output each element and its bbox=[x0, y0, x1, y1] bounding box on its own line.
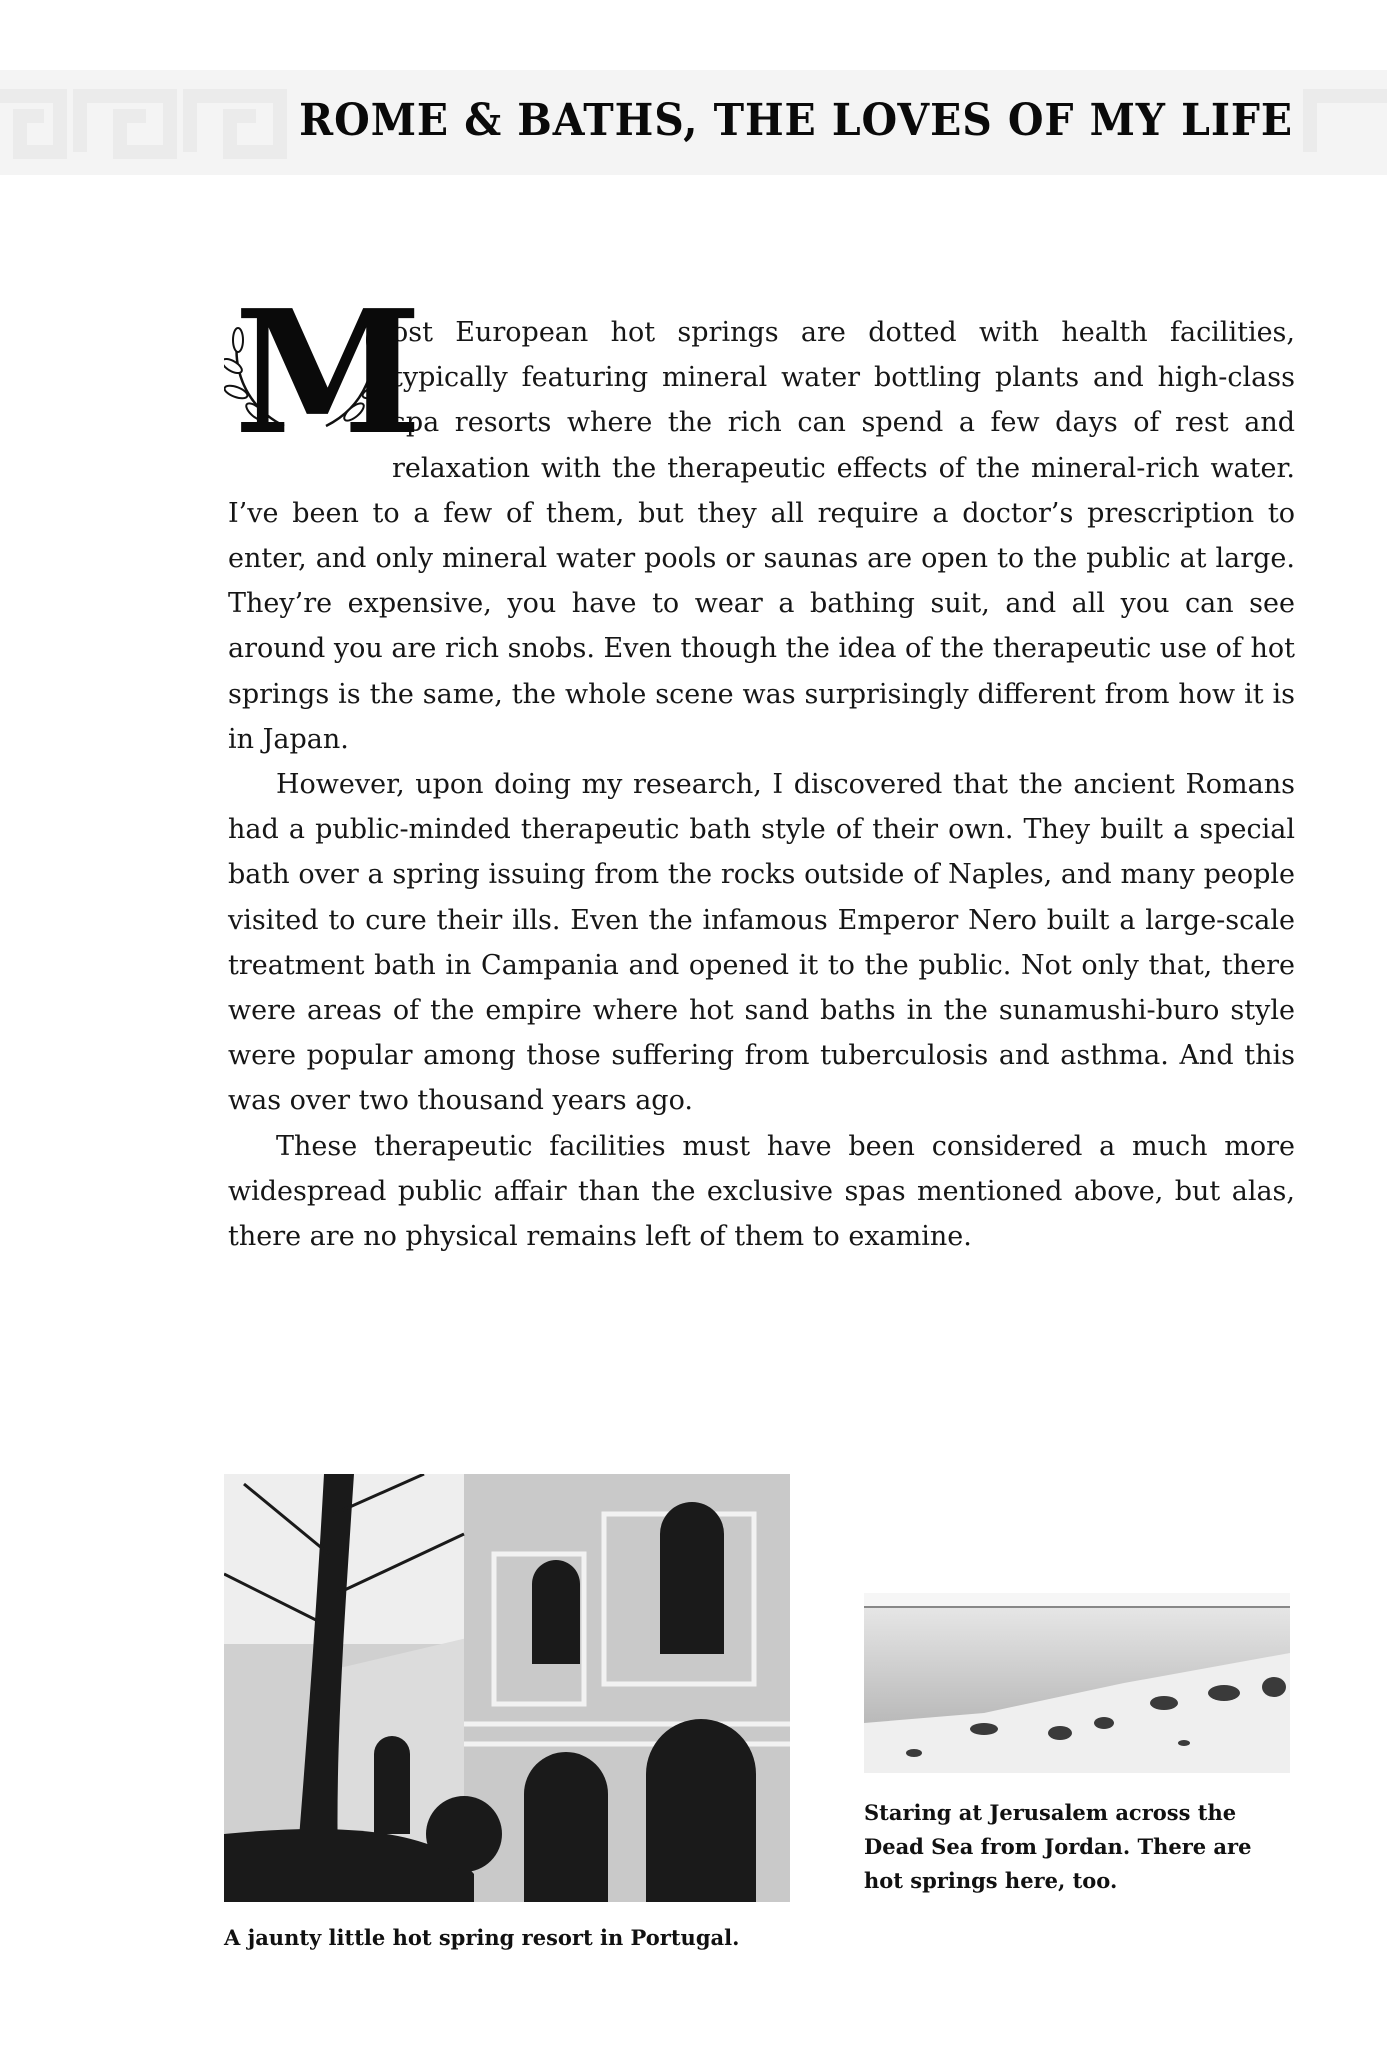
drop-cap-letter: M bbox=[234, 273, 423, 473]
photo-caption-dead-sea: Staring at Jerusalem across the Dead Sea from Jordan. There are hot springs here, too. bbox=[864, 1800, 1252, 1893]
photo-portugal-resort bbox=[224, 1474, 790, 1902]
paragraph-1 bbox=[228, 273, 1295, 762]
photo-caption-portugal: A jaunty little hot spring resort in Portugal. bbox=[224, 1925, 740, 1950]
photo-dead-sea bbox=[864, 1593, 1290, 1773]
page-title: ROME & BATHS, THE LOVES OF MY LIFE bbox=[299, 95, 1293, 146]
paragraph-1-text: ost European hot springs are dotted with health facilities, typically featuring mineral water bottling plants and high-class spa resorts where the rich can spend a few days of rest and relaxation with the therapeutic effects of the mineral-rich water. I’ve been to a few of them, but they all require a doctor’s prescription to enter, and only mineral water pools or saunas are open to the public at large. They’re expensive, you have to wear a bathing suit, and all you can see around you are rich snobs. Even though the idea of the therapeutic use of hot springs is the same, the whole scene was surprisingly different from how it is in Japan. bbox=[228, 317, 1295, 755]
paragraph-3: These therapeutic facilities must have been considered a much more widespread public affair than the exclusive spas mentioned above, but alas, there are no physical remains left of them to examine. bbox=[228, 1130, 1295, 1253]
article-body bbox=[228, 273, 1295, 1259]
paragraph-2: However, upon doing my research, I discovered that the ancient Romans had a public-minded therapeutic bath style of their own. They built a special bath over a spring issuing from the rocks outside of Naples, and many people visited to cure their ills. Even the infamous Emperor Nero built a large-scale treatment bath in Campania and opened it to the public. Not only that, there were areas of the empire where hot sand baths in the sunamushi-buro style were popular among those suffering from tuberculosis and asthma. And this was over two thousand years ago. bbox=[228, 769, 1295, 1117]
drop-cap bbox=[224, 273, 423, 473]
